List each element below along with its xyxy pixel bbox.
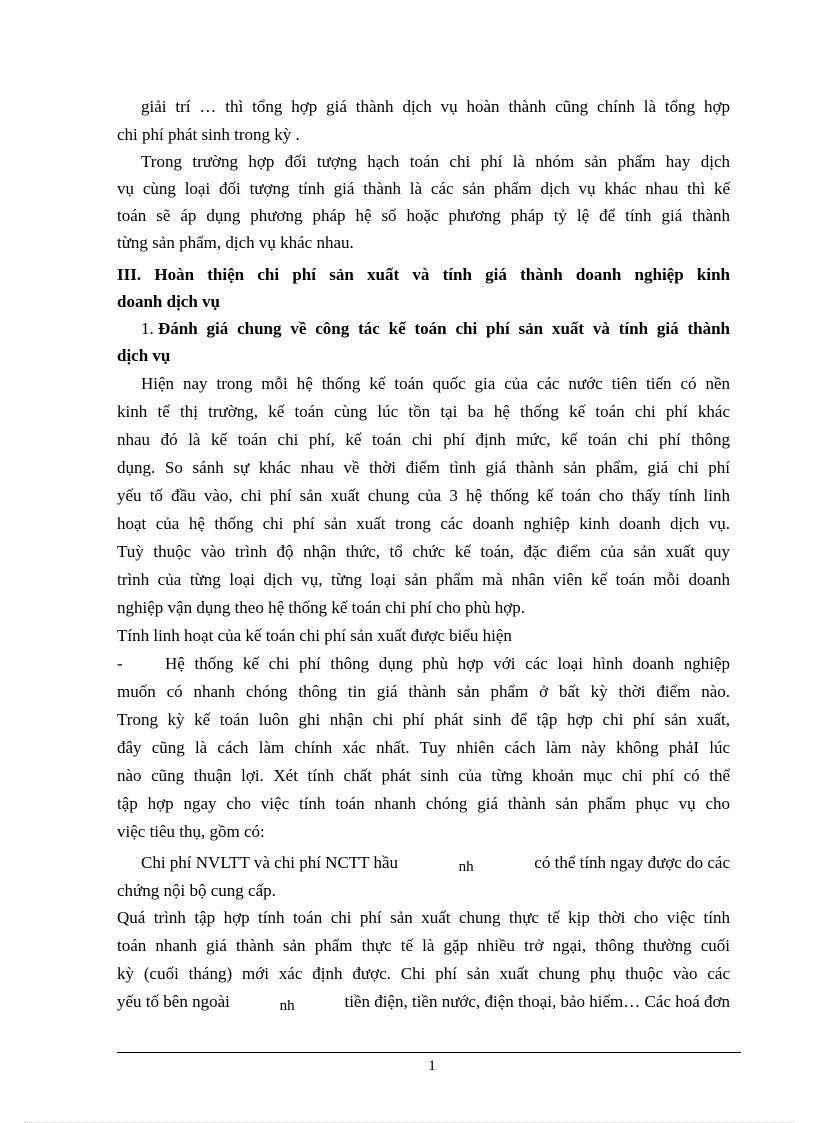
paragraph-6-nh: nh [458,859,474,875]
paragraph-6-line-1 [141,852,730,874]
subheading-number: 1. [141,319,158,338]
paragraph-7-line-4 [117,991,730,1013]
paragraph-3-line-6: hoạt của hệ thống chi phí sản xuất trong các doanh nghiệp kinh doanh dịch vụ. [117,514,730,533]
paragraph-4-line-1: Tính linh hoạt của kế toán chi phí sản xuất được biểu hiện [117,626,512,645]
footer-rule [117,1052,741,1053]
paragraph-3-line-8: trình của từng loại dịch vụ, từng loại sản phẩm mà nhân viên kế toán mỗi doanh [117,570,730,589]
section-heading-line-1: III. Hoàn thiện chi phí sản xuất và tính giá thành doanh nghiệp kinh [117,265,730,284]
paragraph-6-line-2: chứng nội bộ cung cấp. [117,881,276,900]
paragraph-5-line-6: tập hợp ngay cho việc tính toán nhanh chóng giá thành sản phẩm phục vụ cho [117,794,730,813]
paragraph-5-line-7: việc tiêu thụ, gồm có: [117,822,265,841]
paragraph-5-line-4: đây cũng là cách làm chính xác nhất. Tuy nhiên cách làm này không phảI lúc [117,738,730,757]
paragraph-3-line-9: nghiệp vận dụng theo hệ thống kế toán chi phí cho phù hợp. [117,598,525,617]
section-heading-line-2: doanh dịch vụ [117,292,220,311]
paragraph-1-line-1: giải trí … thì tổng hợp giá thành dịch vụ hoàn thành cũng chính là tổng hợp [141,97,730,116]
paragraph-7-text-b: tiền điện, tiền nước, điện thoại, bảo hiểm… Các hoá đơn [344,992,730,1011]
paragraph-2-line-4: từng sản phẩm, dịch vụ khác nhau. [117,233,354,252]
paragraph-5-line-5: nào cũng thuận lợi. Xét tính chất phát sinh của từng khoản mục chi phí có thể [117,766,730,785]
subheading-1-line-1 [141,318,730,340]
paragraph-1-line-2: chi phí phát sinh trong kỳ . [117,125,300,144]
subheading-title: Đánh giá chung về công tác kế toán chi phí sản xuất và tính giá thành [158,319,730,338]
paragraph-5-line-2: muốn có nhanh chóng thông tin giá thành sản phẩm ở bất kỳ thời điểm nào. [117,682,730,701]
paragraph-5-line-3: Trong kỳ kế toán luôn ghi nhận chi phí phát sinh để tập hợp chi phí sản xuất, [117,710,730,729]
paragraph-3-line-7: Tuỳ thuộc vào trình độ nhận thức, tổ chức kế toán, đặc điểm của sản xuất quy [117,542,730,561]
paragraph-2-line-2: vụ cùng loại đối tượng tính giá thành là các sản phẩm dịch vụ khác nhau thì kế [117,179,730,198]
paragraph-2-line-3: toán sẽ áp dụng phương pháp hệ số hoặc phương pháp tỷ lệ để tính giá thành [117,206,730,225]
page-number: 1 [428,1058,436,1074]
paragraph-5-line-1: Hệ thống kế chi phí thông dụng phù hợp với các loại hình doanh nghiệp [165,654,730,673]
paragraph-7-line-1: Quá trình tập hợp tính toán chi phí sản xuất chung thực tế kịp thời cho việc tính [117,908,730,927]
paragraph-3-line-4: dụng. So sánh sự khác nhau về thời điểm tình giá thành sản phẩm, giá chi phí [117,458,730,477]
paragraph-3-line-5: yếu tố đầu vào, chi phí sản xuất chung của 3 hệ thống kế toán cho thấy tính linh [117,486,730,505]
paragraph-3-line-3: nhau đó là kế toán chi phí, kế toán chi phí định mức, kế toán chi phí thông [117,430,730,449]
paragraph-6-text-a: Chi phí NVLTT và chi phí NCTT hầu [141,853,399,872]
paragraph-7-line-3: kỳ (cuối tháng) mới xác định được. Chi phí sản xuất chung phụ thuộc vào các [117,964,730,983]
paragraph-7-text-a: yếu tố bên ngoài [117,992,230,1011]
paragraph-2-line-1: Trong trường hợp đối tượng hạch toán chi phí là nhóm sản phẩm hay dịch [141,152,730,171]
paragraph-7-line-2: toán nhanh giá thành sản phẩm thực tế là gặp nhiều trở ngại, thông thường cuối [117,936,730,955]
bullet-dash: - [117,654,123,673]
paragraph-7-nh: nh [279,998,295,1014]
paragraph-3-line-1: Hiện nay trong mỗi hệ thống kế toán quốc gia của các nước tiên tiến có nền [141,374,730,393]
paragraph-6-text-b: có thể tính ngay được do các [534,853,730,872]
paragraph-3-line-2: kinh tế thị trường, kế toán cùng lúc tồn tại ba hệ thống kế toán chi phí khác [117,402,730,421]
subheading-1-line-2: dịch vụ [117,346,171,365]
